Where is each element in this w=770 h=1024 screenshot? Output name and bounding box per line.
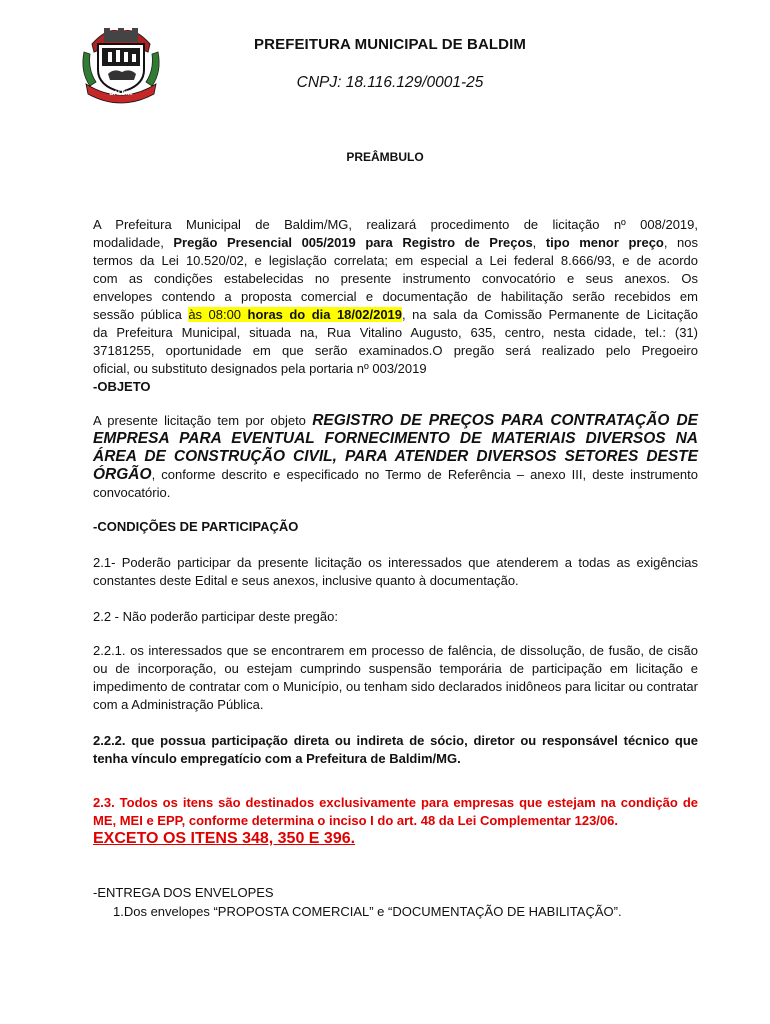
- highlight-time: às 08:00: [188, 307, 248, 322]
- preambulo-line: com as condições estabelecidas no presente instrumento convocatório e seus anexos. Os: [93, 271, 698, 286]
- preambulo-line: termos da Lei 10.520/02, e legislação correlata; em especial a Lei federal 8.666/93, e de acordo: [93, 253, 698, 268]
- page-header-title: PREFEITURA MUNICIPAL DE BALDIM: [254, 36, 526, 53]
- clause-2-2-2: 2.2.2. que possua participação direta ou indireta de sócio, diretor ou responsável técnico que tenha vínculo empregatício com a Prefeitura de Baldim/MG.: [93, 733, 698, 766]
- preambulo-line: da Prefeitura Municipal, situada na, Rua Vitalino Augusto, 635, centro, nesta cidade, tel.: (31): [93, 325, 698, 340]
- clause-2-2-1: 2.2.1. os interessados que se encontrarem em processo de falência, de dissolução, de fusão, de cisão ou de incorporação, ou estejam cumprindo suspensão temporária de participação em licitação e impedimento de contratar com o Município, ou tenham sido declarados inidôneos para licitar ou contratar com a Administração Pública.: [93, 643, 698, 712]
- highlight-date: horas do dia 18/02/2019: [247, 307, 403, 322]
- municipal-crest-icon: [78, 22, 164, 104]
- preambulo-paragraph: [93, 216, 698, 378]
- objeto-paragraph: A presente licitação tem por objeto REGISTRO DE PREÇOS PARA CONTRATAÇÃO DE EMPRESA PARA EVENTUAL FORNECIMENTO DE MATERIAIS DIVERSOS NA ÁREA DE CONSTRUÇÃO CIVIL, PARA ATENDER DIVERSOS SETORES DESTE ÓRGÃO, conforme descrito e especificado no Termo de Referência – anexo III, deste instrumento convocatório.: [93, 412, 699, 500]
- preambulo-line: envelopes contendo a proposta comercial e documentação de habilitação serão recebidos em: [93, 289, 698, 304]
- preambulo-line: A Prefeitura Municipal de Baldim/MG, realizará procedimento de licitação nº 008/2019,: [93, 217, 698, 232]
- section-title-preambulo: PREÂMBULO: [346, 150, 424, 164]
- svg-text:BALDIM: BALDIM: [109, 91, 133, 97]
- entrega-heading: -ENTREGA DOS ENVELOPES: [93, 885, 274, 900]
- objeto-emphasis: REGISTRO DE PREÇOS PARA CONTRATAÇÃO DE EMPRESA PARA EVENTUAL FORNECIMENTO DE MATERIAIS DIVERSOS NA ÁREA DE CONSTRUÇÃO CIVIL, PARA ATENDER DIVERSOS SETORES DESTE ÓRGÃO: [93, 412, 699, 483]
- pregao-bold: Pregão Presencial 005/2019 para Registro de Preços: [173, 235, 533, 250]
- preambulo-line: sessão pública às 08:00 horas do dia 18/02/2019, na sala da Comissão Permanente de Licitação: [93, 307, 698, 322]
- condicoes-heading: -CONDIÇÕES DE PARTICIPAÇÃO: [93, 519, 299, 534]
- preambulo-line: oficial, ou substituto designados pela portaria nº 003/2019: [93, 361, 427, 376]
- exceto-itens-notice: EXCETO OS ITENS 348, 350 E 396.: [93, 830, 356, 847]
- clause-2-3: 2.3. Todos os itens são destinados exclusivamente para empresas que estejam na condição de ME, MEI e EPP, conforme determina o inciso I do art. 48 da Lei Complementar 123/06.: [93, 795, 698, 828]
- preambulo-line: 37181255, oportunidade em que serão examinados.O pregão será realizado pelo Pregoeiro: [93, 343, 698, 358]
- objeto-heading: -OBJETO: [93, 379, 151, 394]
- clause-2-2: 2.2 - Não poderão participar deste pregão:: [93, 609, 338, 624]
- clause-2-1: 2.1- Poderão participar da presente licitação os interessados que atenderem a todas as exigências constantes deste Edital e seus anexos, inclusive quanto à documentação.: [93, 555, 698, 588]
- preambulo-line: modalidade, Pregão Presencial 005/2019 para Registro de Preços, tipo menor preço, nos: [93, 235, 698, 250]
- page-header-cnpj: CNPJ: 18.116.129/0001-25: [296, 74, 484, 91]
- entrega-item-1: 1.Dos envelopes “PROPOSTA COMERCIAL” e “DOCUMENTAÇÃO DE HABILITAÇÃO”.: [113, 904, 622, 919]
- tipo-menor-preco-bold: tipo menor preço: [545, 235, 664, 250]
